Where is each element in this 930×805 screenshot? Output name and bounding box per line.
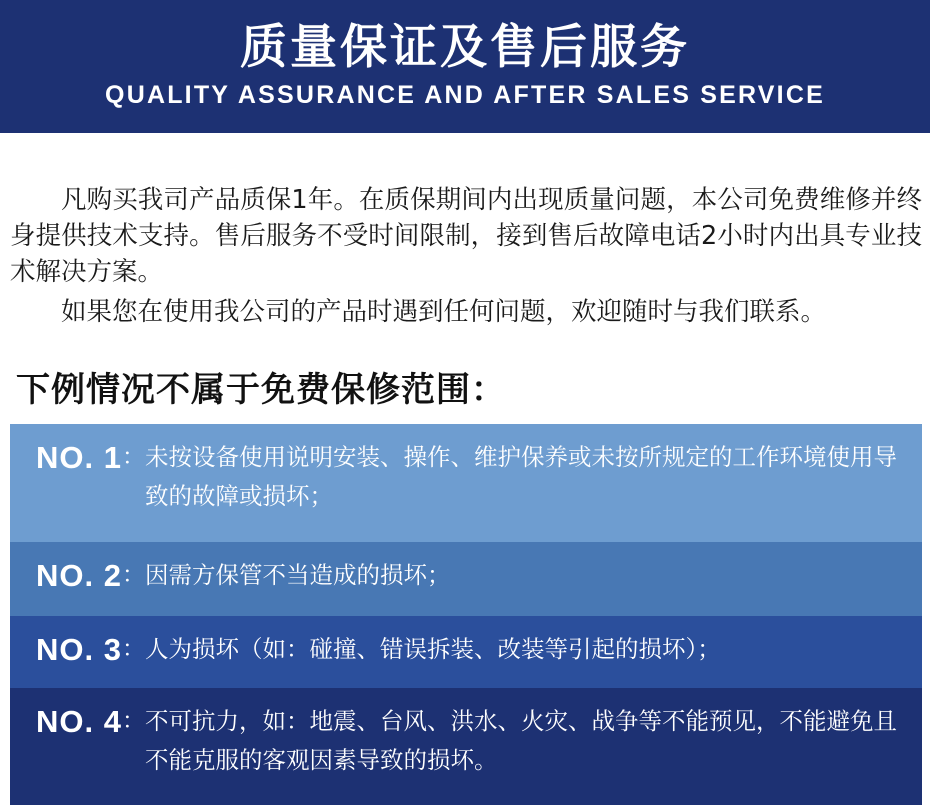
list-item-text: 未按设备使用说明安装、操作、维护保养或未按所规定的工作环境使用导致的故障或损坏；	[144, 443, 897, 511]
list-item-number: NO. 3	[36, 632, 122, 667]
list-item-separator: ：	[121, 444, 145, 470]
list-item-number: NO. 1	[36, 440, 122, 475]
intro-paragraph-2: 如果您在使用我公司的产品时遇到任何问题，欢迎随时与我们联系。	[61, 296, 827, 327]
list-item-number: NO. 2	[36, 558, 122, 593]
list-item-separator: ：	[121, 562, 145, 588]
list-item	[10, 616, 922, 688]
list-item-separator: ：	[121, 636, 145, 662]
list-item	[10, 424, 922, 542]
page-banner	[0, 0, 930, 133]
intro-paragraph-1: 凡购买我司产品质保1年。在质保期间内出现质量问题，本公司免费维修并终身提供技术支持。售后服务不受时间限制，接到售后故障电话2小时内出具专业技术解决方案。	[10, 185, 922, 288]
list-item	[10, 688, 922, 805]
list-item-text: 因需方保管不当造成的损坏；	[144, 561, 451, 589]
list-item-number: NO. 4	[36, 704, 122, 739]
list-item-separator: ：	[121, 708, 145, 734]
intro-text-block	[10, 182, 922, 330]
list-item	[10, 542, 922, 616]
list-item-text: 人为损坏（如：碰撞、错误拆装、改装等引起的损坏）；	[144, 635, 721, 663]
exclusions-section-title: 下例情况不属于免费保修范围：	[16, 370, 506, 410]
banner-title-english: QUALITY ASSURANCE AND AFTER SALES SERVICE	[105, 81, 825, 110]
banner-title-chinese: 质量保证及售后服务	[240, 19, 690, 75]
exclusions-list	[10, 424, 922, 805]
list-item-text: 不可抗力，如：地震、台风、洪水、火灾、战争等不能预见，不能避免且不能克服的客观因素导致的损坏。	[144, 707, 897, 775]
